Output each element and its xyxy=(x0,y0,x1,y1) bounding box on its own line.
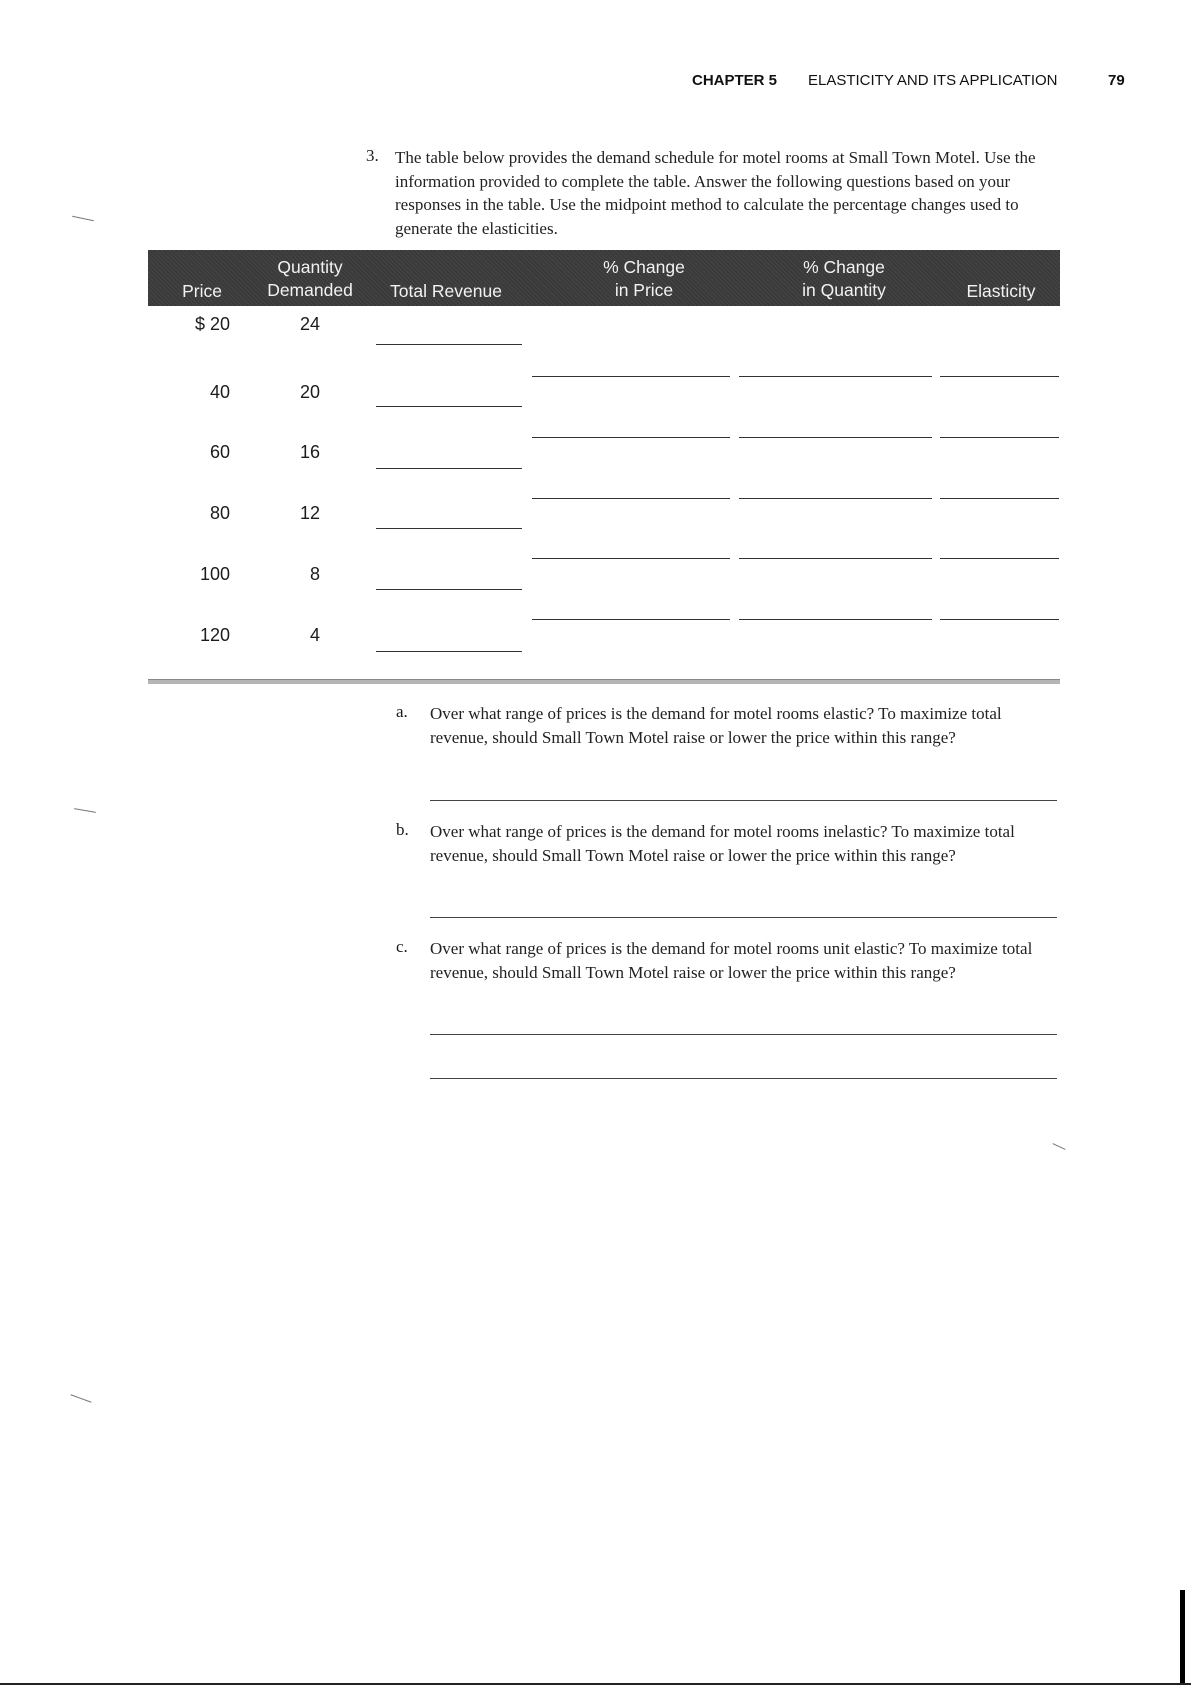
total-revenue-blank[interactable] xyxy=(376,589,522,590)
header-pct-qty-line1: % Change xyxy=(803,257,885,277)
question-number: 3. xyxy=(366,146,379,165)
elasticity-blank[interactable] xyxy=(940,437,1059,438)
header-quantity-demanded xyxy=(240,256,380,302)
header-pct-price-line2: in Price xyxy=(614,280,674,300)
scan-mark xyxy=(72,216,94,222)
header-price: Price xyxy=(182,281,222,301)
answer-line-c-second[interactable] xyxy=(430,1078,1057,1079)
quantity-cell: 8 xyxy=(309,564,320,584)
chapter-label: CHAPTER 5 xyxy=(692,72,778,89)
header-pct-qty-line2: in Quantity xyxy=(802,280,886,300)
elasticity-blank[interactable] xyxy=(940,498,1059,499)
pct-change-price-blank[interactable] xyxy=(532,437,730,438)
header-elasticity: Elasticity xyxy=(966,281,1036,301)
price-cell: 40 xyxy=(209,382,230,402)
chapter-title: ELASTICITY AND ITS APPLICATION xyxy=(808,72,1058,89)
header-pct-change-price xyxy=(552,256,736,302)
pct-change-quantity-blank[interactable] xyxy=(739,376,932,377)
pct-change-price-blank[interactable] xyxy=(532,498,730,499)
header-quantity-line2: Demanded xyxy=(267,280,353,300)
pct-change-quantity-blank[interactable] xyxy=(739,437,932,438)
page-number: 79 xyxy=(1108,72,1125,89)
pct-change-quantity-blank[interactable] xyxy=(739,619,932,620)
elasticity-blank[interactable] xyxy=(940,619,1059,620)
quantity-cell: 12 xyxy=(299,503,320,523)
pct-change-price-blank[interactable] xyxy=(532,558,730,559)
total-revenue-blank[interactable] xyxy=(376,406,522,407)
price-cell: 60 xyxy=(209,442,230,462)
question-text: The table below provides the demand schedule for motel rooms at Small Town Motel. Use the information provided to complete the table. Answer the following questions based on your responses in the table. Use the midpoint method to calculate the percentage changes used to generate the elasticities. xyxy=(395,148,1036,238)
pct-change-quantity-blank[interactable] xyxy=(739,558,932,559)
price-cell: $ 20 xyxy=(194,314,230,334)
quantity-cell: 16 xyxy=(299,442,320,462)
header-pct-price-line1: % Change xyxy=(603,257,685,277)
answer-line-c[interactable] xyxy=(430,1034,1057,1035)
total-revenue-blank[interactable] xyxy=(376,344,522,345)
pct-change-price-blank[interactable] xyxy=(532,376,730,377)
scan-mark xyxy=(1052,1143,1065,1150)
scan-mark xyxy=(70,1394,91,1402)
total-revenue-blank[interactable] xyxy=(376,528,522,529)
elasticity-blank[interactable] xyxy=(940,376,1059,377)
scan-mark xyxy=(74,808,96,813)
total-revenue-blank[interactable] xyxy=(376,468,522,469)
subquestion-c-label: c. xyxy=(396,937,408,956)
scan-edge-bar xyxy=(1180,1590,1185,1685)
pct-change-quantity-blank[interactable] xyxy=(739,498,932,499)
subquestion-a-label: a. xyxy=(396,702,408,721)
subquestion-b-text: Over what range of prices is the demand for motel rooms inelastic? To maximize total revenue, should Small Town Motel raise or lower the price within this range? xyxy=(430,822,1015,865)
subquestion-b-label: b. xyxy=(396,820,409,839)
price-cell: 80 xyxy=(209,503,230,523)
total-revenue-blank[interactable] xyxy=(376,651,522,652)
pct-change-price-blank[interactable] xyxy=(532,619,730,620)
price-cell: 120 xyxy=(199,625,230,645)
answer-line-b[interactable] xyxy=(430,917,1057,918)
subquestion-c-text: Over what range of prices is the demand for motel rooms unit elastic? To maximize total revenue, should Small Town Motel raise or lower the price within this range? xyxy=(430,939,1033,982)
header-total-revenue: Total Revenue xyxy=(390,281,502,301)
header-pct-change-quantity xyxy=(752,256,936,302)
price-cell: 100 xyxy=(199,564,230,584)
elasticity-blank[interactable] xyxy=(940,558,1059,559)
header-quantity-line1: Quantity xyxy=(277,257,343,277)
answer-line-a[interactable] xyxy=(430,800,1057,801)
subquestion-a-text: Over what range of prices is the demand for motel rooms elastic? To maximize total revenue, should Small Town Motel raise or lower the price within this range? xyxy=(430,704,1002,747)
quantity-cell: 4 xyxy=(309,625,320,645)
table-bottom-rule xyxy=(148,679,1060,684)
quantity-cell: 20 xyxy=(299,382,320,402)
quantity-cell: 24 xyxy=(299,314,320,334)
